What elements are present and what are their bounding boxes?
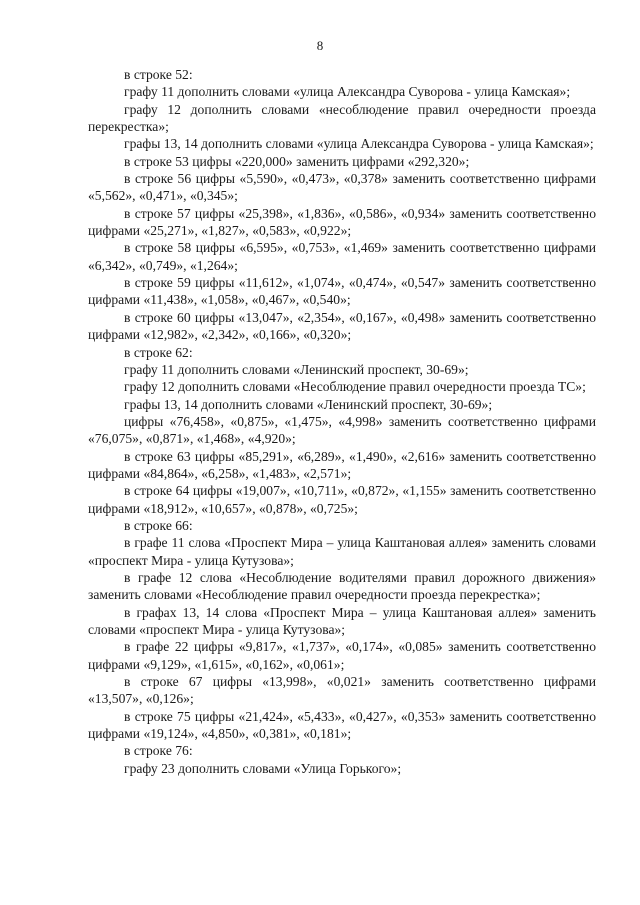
- paragraph: в графе 12 слова «Несоблюдение водителями правил дорожного движения» заменить словами «Несоблюдение правил очередности проезда перекрестка»;: [88, 569, 596, 603]
- paragraph: графу 23 дополнить словами «Улица Горького»;: [124, 760, 402, 776]
- paragraph: в строке 62:: [124, 344, 193, 360]
- paragraph: в строке 64 цифры «19,007», «10,711», «0,872», «1,155» заменить соответственно цифрами «18,912», «10,657», «0,878», «0,725»;: [88, 483, 596, 516]
- paragraph: в строке 52:: [124, 67, 193, 82]
- paragraph: в строке 53 цифры «220,000» заменить цифрами «292,320»;: [124, 153, 470, 169]
- document-body: [88, 66, 596, 777]
- paragraph: цифры «76,458», «0,875», «1,475», «4,998» заменить соответственно цифрами «76,075», «0,871», «1,468», «4,920»;: [88, 413, 596, 447]
- paragraph: в строке 59 цифры «11,612», «1,074», «0,474», «0,547» заменить соответственно цифрами «11,438», «1,058», «0,467», «0,540»;: [88, 275, 596, 308]
- page-number: 8: [316, 38, 324, 53]
- paragraph: графу 12 дополнить словами «Несоблюдение правил очередности проезда ТС»;: [124, 379, 586, 395]
- paragraph: в строке 56 цифры «5,590», «0,473», «0,378» заменить соответственно цифрами «5,562», «0,471», «0,345»;: [88, 171, 596, 204]
- paragraph: в строке 60 цифры «13,047», «2,354», «0,167», «0,498» заменить соответственно цифрами «12,982», «2,342», «0,166», «0,320»;: [88, 309, 596, 343]
- paragraph: в графе 22 цифры «9,817», «1,737», «0,174», «0,085» заменить соответственно цифрами «9,129», «1,615», «0,162», «0,061»;: [88, 639, 596, 672]
- paragraph: в строке 66:: [124, 517, 193, 533]
- paragraph: в графах 13, 14 слова «Проспект Мира – улица Каштановая аллея» заменить словами «проспект Мира - улица Кутузова»;: [88, 604, 596, 637]
- paragraph: в строке 58 цифры «6,595», «0,753», «1,469» заменить соответственно цифрами «6,342», «0,749», «1,264»;: [88, 240, 596, 273]
- paragraph: графы 13, 14 дополнить словами «улица Александра Суворова - улица Камская»;: [124, 136, 594, 152]
- paragraph: в строке 75 цифры «21,424», «5,433», «0,427», «0,353» заменить соответственно цифрами «19,124», «4,850», «0,381», «0,181»;: [88, 708, 596, 742]
- paragraph: графу 11 дополнить словами «Ленинский проспект, 30-69»;: [124, 361, 469, 377]
- paragraph: графу 11 дополнить словами «улица Александра Суворова - улица Камская»;: [124, 84, 571, 100]
- paragraph: в графе 11 слова «Проспект Мира – улица Каштановая аллея» заменить словами «проспект Мира - улица Кутузова»;: [88, 535, 596, 568]
- paragraph: в строке 63 цифры «85,291», «6,289», «1,490», «2,616» заменить соответственно цифрами «84,864», «6,258», «1,483», «2,571»;: [88, 448, 596, 481]
- paragraph: в строке 76:: [124, 743, 193, 759]
- paragraph: графу 12 дополнить словами «несоблюдение правил очередности проезда перекрестка»;: [88, 101, 596, 135]
- paragraph: в строке 57 цифры «25,398», «1,836», «0,586», «0,934» заменить соответственно цифрами «25,271», «1,827», «0,583», «0,922»;: [88, 205, 596, 239]
- paragraph: графы 13, 14 дополнить словами «Ленинский проспект, 30-69»;: [124, 396, 493, 412]
- paragraph: в строке 67 цифры «13,998», «0,021» заменить соответственно цифрами «13,507», «0,126»;: [88, 674, 596, 707]
